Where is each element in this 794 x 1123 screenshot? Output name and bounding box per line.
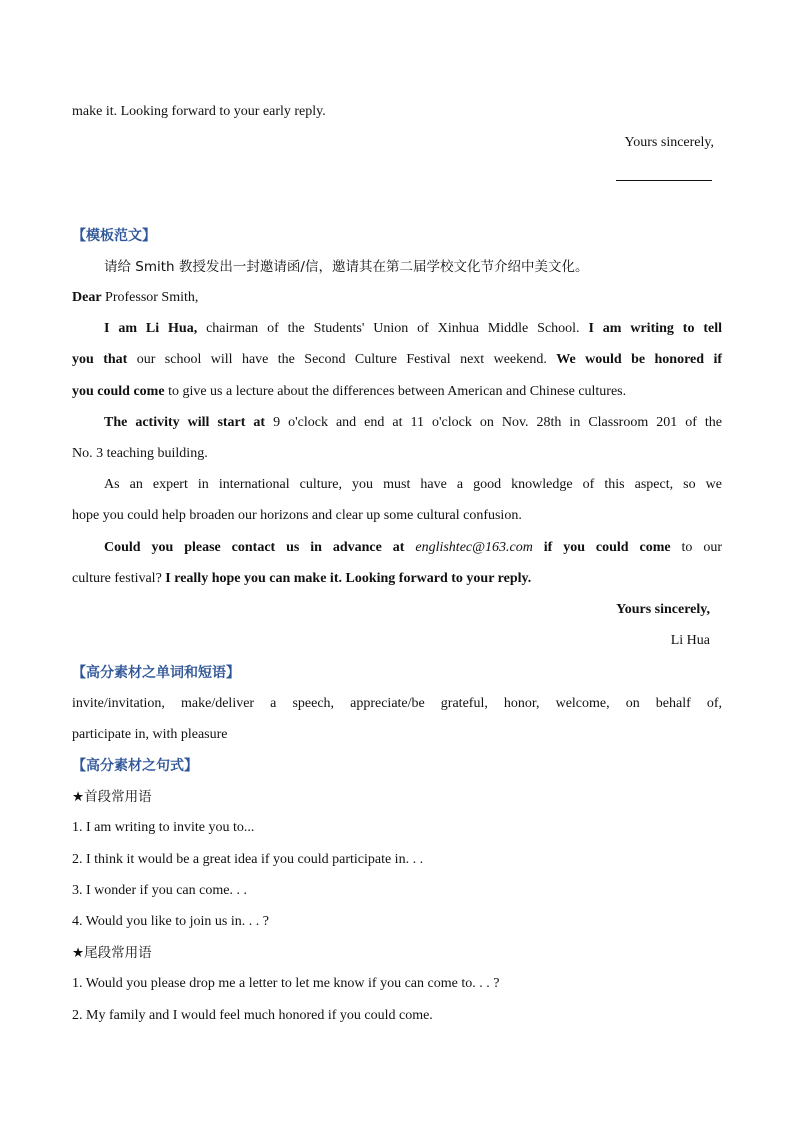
p2-line2: No. 3 teaching building. [72, 446, 208, 461]
template-heading: 【模板范文】 [72, 228, 156, 244]
p1-line2 [72, 351, 722, 369]
template-prompt: 请给 Smith 教授发出一封邀请函/信，邀请其在第二届学校文化节介绍中美文化。 [104, 259, 589, 275]
p4-line1 [104, 539, 722, 557]
p1-line1 [104, 320, 722, 338]
p1-bold-1: I am Li Hua, [104, 321, 198, 336]
letter-signature: Li Hua [670, 633, 710, 648]
letter-signoff [616, 601, 710, 619]
closing-item-2: 2. My family and I would feel much honored if you could come. [72, 1008, 433, 1023]
p1-line3 [72, 383, 722, 401]
p1-bold-5: you could come [72, 384, 165, 399]
p4-email: englishtec@163.com [415, 540, 533, 555]
p1-text-3: to give us a lecture about the differences between American and Chinese cultures. [164, 384, 627, 399]
p1-text-2: our school will have the Second Culture Festival next weekend. [127, 352, 557, 367]
opening-item-4: 4. Would you like to join us in. . . ? [72, 914, 269, 929]
vocab-line1: invite/invitation, make/deliver a speech, appreciate/be grateful, honor, welcome, on behalf of, [72, 696, 722, 711]
opening-item-1: 1. I am writing to invite you to... [72, 820, 255, 835]
vocab-heading: 【高分素材之单词和短语】 [72, 665, 240, 681]
letter-signoff-text: Yours sincerely, [616, 602, 710, 617]
salutation-bold: Dear [72, 290, 102, 305]
intro-closing-line: make it. Looking forward to your early reply. [72, 104, 326, 119]
p2-text-1: 9 o'clock and end at 11 o'clock on Nov. 28th in Classroom 201 of the [265, 415, 722, 430]
p4-line2 [72, 570, 722, 588]
p4-text-1: to our [670, 540, 722, 555]
closing-title: ★尾段常用语 [72, 945, 152, 961]
p1-bold-4: We would be honored if [556, 352, 722, 367]
signature-blank-line [616, 180, 712, 181]
sentences-heading: 【高分素材之句式】 [72, 758, 198, 774]
p4-bold-3: I really hope you can make it. Looking forward to your reply. [165, 571, 532, 586]
p1-bold-2: I am writing to tell [588, 321, 723, 336]
opening-title: ★首段常用语 [72, 789, 152, 805]
letter-salutation [72, 289, 722, 307]
p1-text-1: chairman of the Students' Union of Xinhua Middle School. [197, 321, 589, 336]
opening-item-3: 3. I wonder if you can come. . . [72, 883, 247, 898]
p4-bold-2: if you could come [532, 540, 671, 555]
p3-line2: hope you could help broaden our horizons and clear up some cultural confusion. [72, 508, 522, 523]
p4-bold-1: Could you please contact us in advance at [104, 540, 416, 555]
intro-signoff: Yours sincerely, [624, 135, 714, 150]
closing-item-1: 1. Would you please drop me a letter to let me know if you can come to. . . ? [72, 976, 500, 991]
p3-line1: As an expert in international culture, you must have a good knowledge of this aspect, so we [104, 477, 722, 492]
p4-text-2: culture festival? [72, 571, 166, 586]
salutation-rest: Professor Smith, [101, 290, 199, 305]
vocab-line2: participate in, with pleasure [72, 727, 228, 742]
p1-bold-3: you that [72, 352, 128, 367]
p2-bold-1: The activity will start at [104, 415, 266, 430]
opening-item-2: 2. I think it would be a great idea if you could participate in. . . [72, 852, 424, 867]
p2-line1 [104, 414, 722, 432]
